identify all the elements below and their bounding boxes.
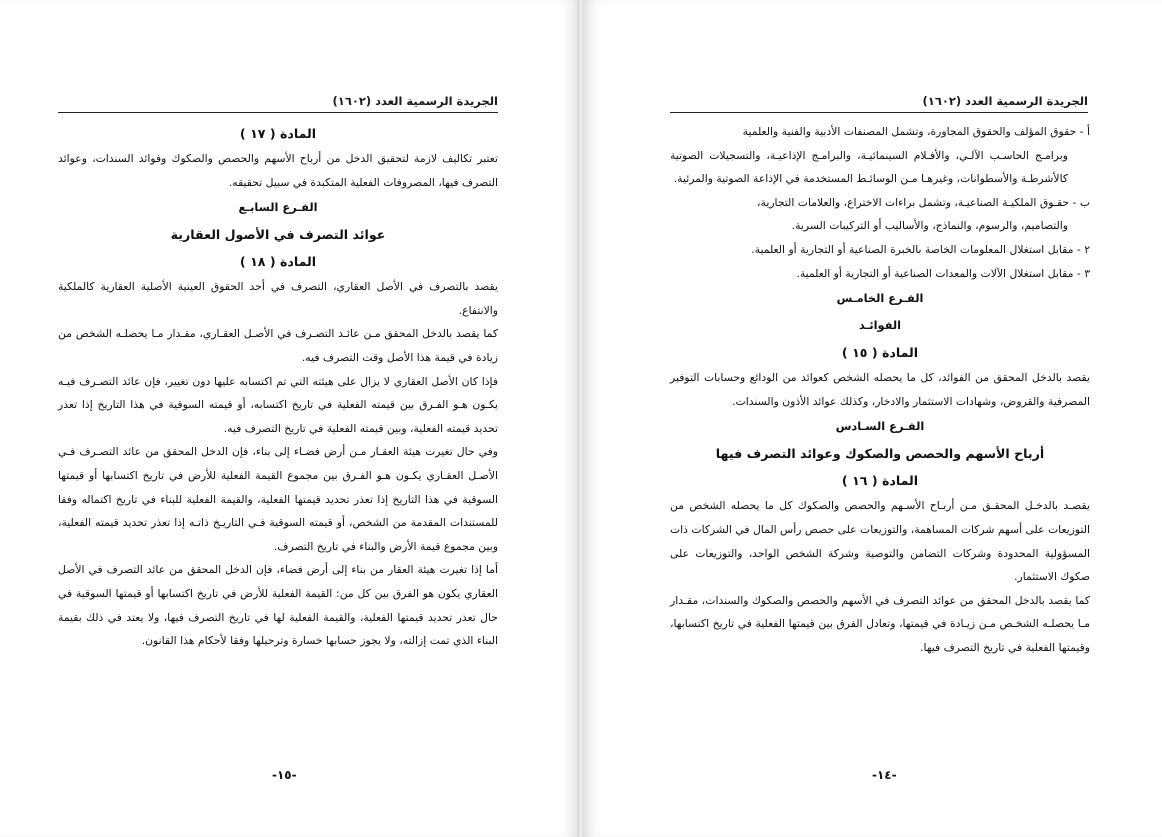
section-subtitle: الفوائـد	[858, 318, 902, 333]
right-page	[582, 0, 1162, 837]
section-title: الفـرع السـادس	[835, 419, 925, 434]
article-title: المادة ( ١٦ )	[841, 473, 919, 489]
page-body	[58, 120, 498, 653]
list-item	[670, 120, 1090, 191]
section-subtitle: عوائد التصرف في الأصول العقارية	[170, 227, 386, 243]
section-title: الفـرع الخامـس	[836, 291, 924, 306]
page-number: -١٤-	[872, 768, 897, 782]
article-paragraph: تعتبر تكاليف لازمة لتحقيق الدخل من أرباح الأسهم والحصص والصكوك وفوائد السندات، وعوائد التصرف فيها، المصروفات الفعلية المتكبدة في سبيل تحقيقه.	[58, 152, 498, 189]
list-item: ٣ - مقابل استغلال الآلات والمعدات الصناعية أو التجارية أو العلمية.	[796, 266, 1090, 280]
article-paragraph: كما يقصد بالدخل المحقق مـن عائـد التصـرف في الأصـل العقـاري، مقـدار مـا يحصلـه الشخص من زيادة في قيمة هذا الأصل وقت التصرف فيه.	[58, 327, 498, 364]
article-title: المادة ( ١٧ )	[239, 126, 317, 141]
section-title: الفـرع السابـع	[238, 200, 318, 215]
article-paragraph: وفي حال تغيرت هيئة العقـار مـن أرض فضـاء إلى بناء، فإن الدخل المحقق من عائد التصـرف فـي الأصـل العقـاري يكـون هـو الفـرق بين مجموع القيمة الفعلية للأرض في تاريخ اكتسابها أو قيمتها السوقية في هذا التاريخ إذا تعذر تحديد قيمتها الفعلية، والقيمة الفعلية للبناء في تاريخ اكتماله وفقا للمستندات المقدمة من الشخص، أو قيمته السوقية فـي التاريـخ ذاتـه إذا تعذر تحديد قيمته الفعلية، وبين مجموع قيمة الأرض والبناء في تاريخ التصرف.	[58, 445, 498, 553]
left-page	[0, 0, 580, 837]
page-header: الجريدة الرسمية العدد (١٦٠٢)	[58, 92, 498, 113]
article-paragraph: فإذا كان الأصل العقاري لا يزال على هيئته التي تم اكتسابه عليها دون تغيير، فإن عائد التصـرف فيـه يكـون هـو الفـرق بين قيمته الفعلية في تاريخ اكتسابه، أو قيمته السوقية في هذا التاريخ إذا تعذر تحديد قيمته الفعلية، وبين قيمته الفعلية في تاريخ التصرف فيه.	[58, 374, 498, 435]
section-subtitle: أرباح الأسهم والحصص والصكوك وعوائد التصرف فيها	[715, 446, 1045, 462]
list-item-first-line: ب - حقـوق الملكيـة الصناعيـة، وتشمل براءات الاختراع، والعلامات التجارية،	[757, 195, 1090, 209]
article-paragraph: يقصـد بالدخـل المحقـق مـن أربـاح الأسـهم والحصص والصكوك كل ما يحصله الشخص من التوزيعات على أسهم شركات المساهمة، والتوزيعات على حصص رأس المال في الشركات ذات المسؤولية المحدودة وشركات التضامن والتوصية وشركة الشخص الواحد، والتوزيعات على صكوك الاستثمار.	[670, 499, 1090, 584]
page-body	[670, 120, 1090, 660]
article-title: المادة ( ١٨ )	[239, 254, 317, 270]
list-item	[670, 191, 1090, 238]
list-item-first-line: أ - حقوق المؤلف والحقوق المجاورة، وتشمل المصنفات الأدبية والفنية والعلمية	[742, 125, 1090, 138]
list-item: ٢ - مقابل استغلال المعلومات الخاصة بالخبرة الصناعية أو التجارية أو العلمية.	[751, 242, 1090, 256]
list-item-continuation: والتصاميم، والرسوم، والنماذج، والأساليب أو التركيبات السرية.	[791, 219, 1068, 233]
article-paragraph: أما إذا تغيرت هيئة العقار من بناء إلى أرض فضاء، فإن الدخل المحقق من عائد التصرف في الأصل العقاري يكون هو الفرق بين كل من: القيمة الفعلية للأرض في تاريخ اكتسابها أو قيمتها السوقية في حال تعذر تحديد قيمتها الفعلية، والقيمة الفعلية لها في تاريخ التصرف فيها، ولا يعتد في ذلك بقيمة البناء الذي تمت إزالته، ولا يجوز حسابها خسارة وترحيلها وفقا لأحكام هذا القانون.	[58, 563, 498, 648]
article-title: المادة ( ١٥ )	[841, 345, 919, 361]
page-number: -١٥-	[272, 768, 297, 782]
article-paragraph: يقصد بالتصرف في الأصل العقاري، التصرف في أحد الحقوق العينية الأصلية العقارية كالملكية والانتفاع.	[58, 280, 498, 317]
article-paragraph: كما يقصد بالدخل المحقق من عوائد التصرف في الأسهم والحصص والصكوك والسندات، مقـدار مـا يحصلـه الشخـص مـن زيـادة في قيمتها، وتعادل الفرق بين قيمتها الفعلية في تاريخ اكتسابها، وقيمتها الفعلية في تاريخ التصرف فيها.	[670, 593, 1090, 654]
list-item-continuation: وبرامـج الحاسـب الآلـي، والأفـلام السينمائيـة، والبرامـج الإذاعيـة، والتسجيلات الصوتية كالأشرطـة والأسطوانات، وغيرهـا مـن الوسائـط المستخدمة في الإذاعة الصوتية والمرئية.	[670, 148, 1068, 186]
article-paragraph: يقصد بالدخل المحقق من الفوائد، كل ما يحصله الشخص كعوائد من الودائع وحسابات التوفير المصرفية والقروض، وشهادات الاستثمار والادخار، وكذلك عوائد الأذون والسندات.	[670, 371, 1090, 408]
page-header: الجريدة الرسمية العدد (١٦٠٢)	[670, 92, 1088, 113]
